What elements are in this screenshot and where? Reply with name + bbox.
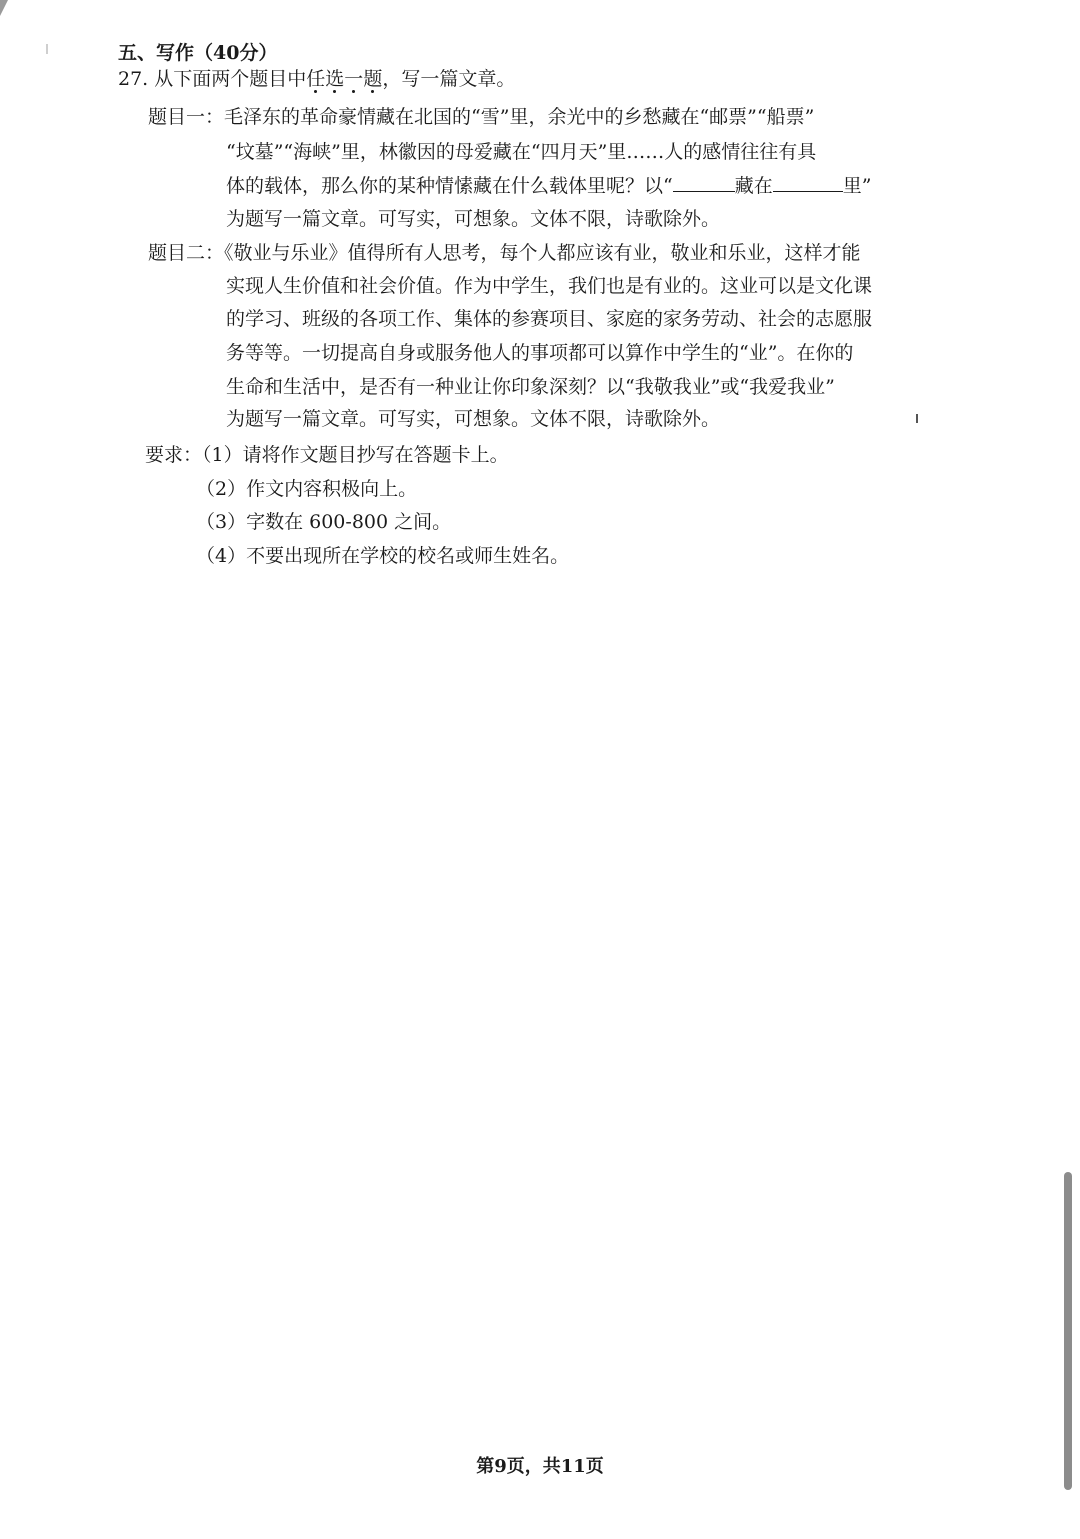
emphasis-char: 任 (306, 68, 326, 90)
topic1-text: 毛泽东的革命豪情藏在北国的“雪”里，余光中的乡愁藏在“邮票”“船票” (224, 106, 815, 128)
question-tail: ，写一篇文章。 (382, 68, 516, 90)
scrollbar-thumb[interactable] (1064, 1172, 1072, 1490)
topic2-line-1 (148, 240, 861, 266)
topic1-line-3 (226, 173, 871, 199)
requirement-item: （3）字数在 600-800 之间。 (196, 511, 452, 533)
section-title: 五、写作（40分） (118, 42, 278, 64)
topic2-line-6: 为题写一篇文章。可写实，可想象。文体不限，诗歌除外。 (226, 408, 721, 430)
scan-corner-mark (0, 0, 8, 16)
requirement-item: （2）作文内容积极向上。 (196, 478, 418, 500)
page-number: 第9页，共11页 (476, 1456, 604, 1477)
requirement-item: （4）不要出现所在学校的校名或师生姓名。 (196, 545, 570, 567)
topic1-label: 题目一： (148, 106, 225, 128)
fill-blank-1 (673, 173, 735, 192)
topic1-line3-mid: 藏在 (734, 175, 773, 197)
question-lead: 27. 从下面两个题目中 (118, 68, 307, 90)
question-prompt (118, 66, 515, 92)
topic2-line-3: 的学习、班级的各项工作、集体的参赛项目、家庭的家务劳动、社会的志愿服 (226, 308, 873, 330)
topic1-line-1 (148, 104, 814, 130)
topic1-line-4: 为题写一篇文章。可写实，可想象。文体不限，诗歌除外。 (226, 208, 721, 230)
emphasis-char: 一 (344, 68, 364, 90)
scan-stray-mark (916, 414, 918, 423)
topic1-line3-post: 里” (842, 175, 872, 197)
topic2-line-2: 实现人生价值和社会价值。作为中学生，我们也是有业的。这业可以是文化课 (226, 275, 873, 297)
emphasis-char: 选 (325, 68, 345, 90)
topic2-label: 题目二： (148, 242, 225, 264)
fill-blank-2 (773, 173, 843, 192)
topic1-line-2: “坟墓”“海峡”里，林徽因的母爱藏在“四月天”里……人的感情往往有具 (226, 141, 817, 163)
topic2-line-4: 务等等。一切提高自身或服务他人的事项都可以算作中学生的“业”。在你的 (226, 342, 854, 364)
requirements-line-1 (145, 442, 509, 468)
topic1-line3-pre: 体的载体，那么你的某种情愫藏在什么载体里呢？以“ (226, 175, 673, 197)
requirement-item: （1）请将作文题目抄写在答题卡上。 (202, 444, 509, 466)
emphasis-char: 题 (363, 68, 383, 90)
scan-edge-mark (46, 44, 48, 54)
topic2-line-5: 生命和生活中，是否有一种业让你印象深刻？以“我敬我业”或“我爱我业” (226, 376, 835, 398)
requirements-label: 要求： (145, 444, 203, 466)
topic2-text: 《敬业与乐业》值得所有人思考，每个人都应该有业，敬业和乐业，这样才能 (224, 242, 861, 264)
